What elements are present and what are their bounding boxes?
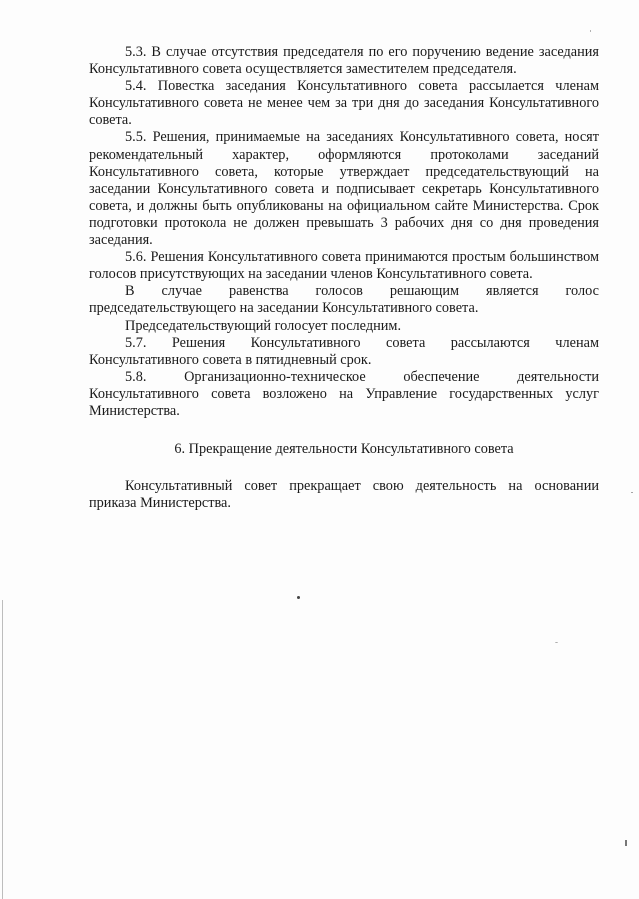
- scan-edge-mark: [625, 840, 627, 846]
- section-heading: 6. Прекращение деятельности Консультативного совета: [174, 441, 514, 458]
- paragraph-tie-vote: В случае равенства голосов решающим является голос председательствующего на заседании Консультативного совета.: [89, 283, 599, 317]
- scan-speck: [297, 596, 300, 599]
- paragraph-5-4: 5.4. Повестка заседания Консультативного совета рассылается членам Консультативного совета не менее чем за три дня до заседания Консультативного совета.: [89, 78, 599, 129]
- final-paragraph: Консультативный совет прекращает свою деятельность на основании приказа Министерства.: [89, 478, 599, 512]
- paragraph-5-3: 5.3. В случае отсутствия председателя по его поручению ведение заседания Консультативного совета осуществляется заместителем председателя.: [89, 44, 599, 78]
- paragraph-5-7: 5.7. Решения Консультативного совета рассылаются членам Консультативного совета в пятидневный срок.: [89, 334, 599, 368]
- document-body: [89, 44, 599, 512]
- scan-speck: [590, 30, 591, 32]
- scan-speck: [631, 492, 633, 493]
- paragraph-5-8: 5.8. Организационно-техническое обеспечение деятельности Консультативного совета возложено на Управление государственных услуг Министерства.: [89, 368, 599, 419]
- scan-speck: [555, 642, 558, 643]
- scan-edge-line: [2, 600, 3, 899]
- paragraph-chair-votes-last: Председательствующий голосует последним.: [125, 317, 402, 334]
- paragraph-5-6: 5.6. Решения Консультативного совета принимаются простым большинством голосов присутствующих на заседании членов Консультативного совета.: [89, 249, 599, 283]
- paragraph-5-5: 5.5. Решения, принимаемые на заседаниях Консультативного совета, носят рекомендательный характер, оформляются протоколами заседаний Консультативного совета, которые утверждает председательствующий на заседании Консультативного совета и подписывает секретарь Консультативного совета, и должны быть опубликованы на официальном сайте Министерства. Срок подготовки протокола не должен превышать 3 рабочих дня со дня проведения заседания.: [89, 129, 599, 249]
